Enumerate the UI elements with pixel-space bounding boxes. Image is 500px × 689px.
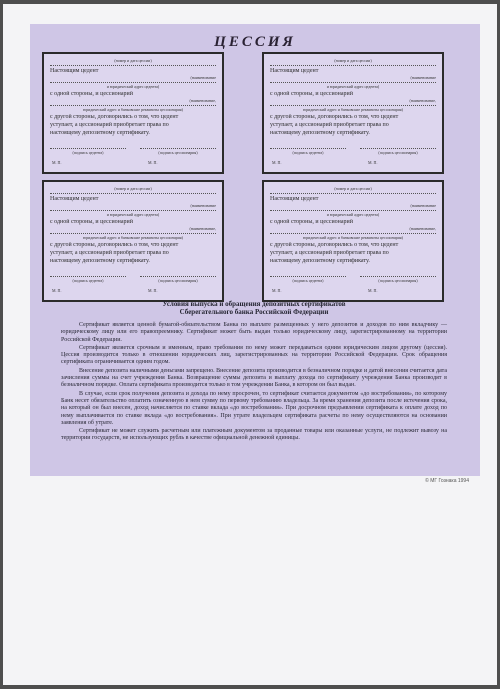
assignee-signature-line xyxy=(140,276,216,277)
cession-form-4 xyxy=(262,180,444,302)
terms-heading xyxy=(61,300,447,316)
agreement-line-2: уступает, а цессионарий приобретает права по xyxy=(50,250,169,256)
stamp-mark-2: М. П. xyxy=(148,288,158,293)
cedent-address-label: и юридический адрес цедента) xyxy=(326,212,380,217)
assignee-name-label: (наименование, xyxy=(189,98,216,103)
stamp-mark-1: М. П. xyxy=(272,160,282,165)
agreement-line-1: с другой стороны, договорились о том, что цедент xyxy=(50,114,179,120)
stamp-mark-1: М. П. xyxy=(272,288,282,293)
document-title: ЦЕССИЯ xyxy=(214,34,296,50)
agreement-line-2: уступает, а цессионарий приобретает права по xyxy=(50,122,169,128)
cedent-text: Настоящим цедент xyxy=(270,196,319,202)
stamp-mark-2: М. П. xyxy=(368,288,378,293)
agreement-line-3: настоящему депозитному сертификату. xyxy=(50,258,150,264)
terms-paragraph: Сертификат является ценной бумагой-обязательством Банка по выплате размещенных у него депозитов и доходов по ним вкладчику — юридическому лицу или его правопреемнику. Сертификат может быть выдан только юридическому лицу, зарегистрированному на территории Российской Федерации. xyxy=(61,322,447,343)
terms-paragraph: В случае, если срок получения депозита и дохода по нему просрочен, то сертификат считается документом «до востребования», по которому Банк несет обязательство оплатить означенную в нем сумму по первому требованию владельца. За время хранения депозита после истечения срока, на который он был внесен, доход начисляется по ставке вклада «до востребования». При досрочном предъявлении сертификата к оплате доход по нему выплачивается по ставке вклада «до востребования». При утрате владельцем сертификата расчеты по нему осуществляются на основании заявления об утрате. xyxy=(61,390,447,426)
terms-paragraph: Внесение депозита наличными деньгами запрещено. Внесение депозита производится в безналичном порядке и датой внесения считается дата зачисления суммы на счет учреждения Банка. Возвращение суммы депозита и выплату дохода по сертификату учреждения Банка производят в безналичном порядке. Оплата сертификата производится только в том учреждении Банка, в котором он был выдан. xyxy=(61,367,447,389)
assignee-name-label: (наименование, xyxy=(409,98,436,103)
agreement-line-3: настоящему депозитному сертификату. xyxy=(270,130,370,136)
cedent-name-label: (наименование xyxy=(190,203,216,208)
cedent-name-label: (наименование xyxy=(190,75,216,80)
cedent-name-label: (наименование xyxy=(410,75,436,80)
cedent-signature-label: (подпись цедента) xyxy=(292,150,324,155)
cedent-name-label: (наименование xyxy=(410,203,436,208)
stamp-mark-2: М. П. xyxy=(148,160,158,165)
assignee-signature-line xyxy=(360,148,436,149)
assignee-line xyxy=(50,105,216,106)
agreement-line-2: уступает, а цессионарий приобретает права по xyxy=(270,250,389,256)
date-label: (номер и дата цессии) xyxy=(114,186,152,191)
cedent-line xyxy=(50,210,216,211)
cedent-text: Настоящим цедент xyxy=(50,196,99,202)
stamp-mark-1: М. П. xyxy=(52,288,62,293)
agreement-line-1: с другой стороны, договорились о том, что цедент xyxy=(270,114,399,120)
agreement-line-1: с другой стороны, договорились о том, что цедент xyxy=(50,242,179,248)
assignee-name-label: (наименование, xyxy=(409,226,436,231)
assignee-line xyxy=(270,233,436,234)
date-line xyxy=(50,193,216,194)
assignee-name-label: (наименование, xyxy=(189,226,216,231)
assignee-text: с одной стороны, и цессионарий xyxy=(50,91,133,97)
cedent-line xyxy=(270,82,436,83)
cedent-signature-line xyxy=(50,276,126,277)
terms-paragraph: Сертификат не может служить расчетным или платежным документом за проданные товары или оказанные услуги, не подлежит вывозу на территории государств, не использующих рубль в качестве официальной денежной единицы. xyxy=(61,428,447,442)
cedent-signature-label: (подпись цедента) xyxy=(292,278,324,283)
terms-paragraph: Сертификат является срочным и именным, право требования по нему может передаваться одним юридическим лицом другому (цессия). Цессия производится только в отношении юридических лиц, зарегистрированных на территории Российской Федерации. Срок обращения сертификата ограничивается одним годом. xyxy=(61,344,447,366)
cedent-address-label: и юридический адрес цедента) xyxy=(326,84,380,89)
date-line xyxy=(50,65,216,66)
certificate-reverse-sheet xyxy=(3,4,497,685)
cedent-address-label: и юридический адрес цедента) xyxy=(106,84,160,89)
assignee-signature-label: (подпись цессионария) xyxy=(378,150,418,155)
cession-form-1 xyxy=(42,52,224,174)
date-line xyxy=(270,193,436,194)
cedent-signature-label: (подпись цедента) xyxy=(72,150,104,155)
assignee-signature-label: (подпись цессионария) xyxy=(378,278,418,283)
agreement-line-3: настоящему депозитному сертификату. xyxy=(50,130,150,136)
cedent-signature-line xyxy=(270,276,346,277)
stamp-mark-2: М. П. xyxy=(368,160,378,165)
terms-section xyxy=(61,300,447,444)
assignee-signature-line xyxy=(140,148,216,149)
assignee-signature-line xyxy=(360,276,436,277)
cedent-signature-label: (подпись цедента) xyxy=(72,278,104,283)
assignee-text: с одной стороны, и цессионарий xyxy=(270,91,353,97)
assignee-address-label: юридический адрес и банковские реквизиты цессионария) xyxy=(83,107,183,112)
terms-heading-line-2: Сберегательного банка Российской Федерации xyxy=(179,308,329,316)
agreement-line-1: с другой стороны, договорились о том, что цедент xyxy=(270,242,399,248)
assignee-address-label: юридический адрес и банковские реквизиты цессионария) xyxy=(303,107,403,112)
cedent-line xyxy=(50,82,216,83)
assignee-text: с одной стороны, и цессионарий xyxy=(270,219,353,225)
agreement-line-3: настоящему депозитному сертификату. xyxy=(270,258,370,264)
assignee-line xyxy=(50,233,216,234)
assignee-text: с одной стороны, и цессионарий xyxy=(50,219,133,225)
agreement-line-2: уступает, а цессионарий приобретает права по xyxy=(270,122,389,128)
assignee-address-label: юридический адрес и банковские реквизиты цессионария) xyxy=(303,235,403,240)
cedent-text: Настоящим цедент xyxy=(50,68,99,74)
cedent-signature-line xyxy=(270,148,346,149)
cedent-signature-line xyxy=(50,148,126,149)
cession-form-3 xyxy=(42,180,224,302)
terms-heading-line-1: Условия выпуска и обращения депозитных сертификатов xyxy=(162,300,346,308)
cedent-address-label: и юридический адрес цедента) xyxy=(106,212,160,217)
cedent-line xyxy=(270,210,436,211)
date-label: (номер и дата цессии) xyxy=(334,58,372,63)
assignee-signature-label: (подпись цессионария) xyxy=(158,278,198,283)
assignee-address-label: юридический адрес и банковские реквизиты цессионария) xyxy=(83,235,183,240)
stamp-mark-1: М. П. xyxy=(52,160,62,165)
assignee-line xyxy=(270,105,436,106)
cession-form-2 xyxy=(262,52,444,174)
cedent-text: Настоящим цедент xyxy=(270,68,319,74)
date-line xyxy=(270,65,436,66)
date-label: (номер и дата цессии) xyxy=(114,58,152,63)
copyright-note: © МГ Гознака 1994 xyxy=(425,478,469,484)
assignee-signature-label: (подпись цессионария) xyxy=(158,150,198,155)
date-label: (номер и дата цессии) xyxy=(334,186,372,191)
